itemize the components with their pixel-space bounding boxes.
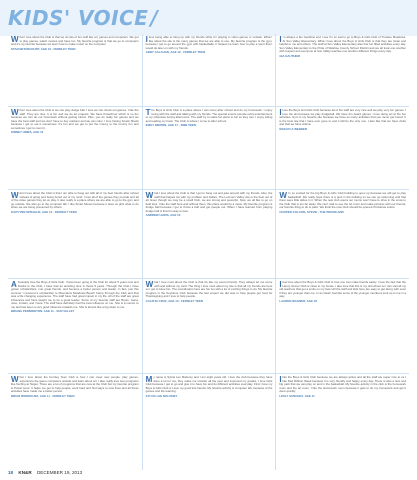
section-title-text: KIDS' VOICE <box>8 6 149 30</box>
letter-signature: SYLVIA LEE MALONEY <box>145 393 178 398</box>
drop-cap: M <box>145 375 153 384</box>
letter-text: don't love about the Club is that I am able to hang out with all of my best friends after school instead of going and being bored out of my mind. I love all of the games they provide and all of the video games they let us play. It also really is a place where we are able to go to the gym and go outside. We also go to the computer lab. I like Smart Moves because it does us girls what to do when we are being pressured by others. <box>11 191 139 209</box>
letter-signature: ANDREW LEWIS, AGE 10 <box>145 213 181 217</box>
letter-text: hat I love about the Club is that we do lots of fun stuff like art, games and computers. We get to play games, watch movies and have fun. My favorite program is that we go to computers and it's my favorite because we learn how to make music on the computer. <box>11 35 139 46</box>
letter-1-2 <box>142 34 276 106</box>
letter-text: bsolutely love the Boys & Girls Club. I have been going to the Club for about 5 years now and thanks to the Club, I have had an amazing time in those 5 years. Through the Club I have gotten scholarships, met great friends, and became a better person and leader. In fact, just this summer I received a scholarship to Mountains Meadows Beach Camp through the Club and that was a life changing experience. The staff have had great impact in my life. All of the staff are great influences and have taught me to be a great leader. Some of my favorite staff are Bryan, Ivana, Jose, Jordan, and Yusra. The staff have definitely had the best influence on me. She is a mentor to me and has been a very good influence towards me. She is almost like a big sister to me. <box>11 280 139 309</box>
drop-cap: W <box>145 280 154 289</box>
letter-body <box>11 192 139 210</box>
letters-row-2 <box>8 106 409 189</box>
letter-body <box>146 109 273 123</box>
letter-signature: COOPER COLLINS, STEVIE · THE WOODLAND <box>279 209 344 214</box>
letter-text: love the Boys and Girls Club because all of the staff are very nice and we play very fun games. I love the ski because we play dodgeball. We have fun board games. I love doing art at the fun activities. Gym is my favorite site because we have so many activities that you never get bored. It is the best site that I have ever gone to and it will be the only one. I also like that we have clubs and that we have drama. <box>279 108 406 126</box>
letter-text: feel love about the Boys & Girls Club is how you can make friends easily. I love the fact that the Henry Ginner Club is close to my house. I also love that this is my old school so I can visit all my old teachers that get a smile on my face! All the staff and kids here are easy to get along with even if they are younger than me. In an ideal I feel like some of the younger members look up to me in a way. <box>279 280 406 298</box>
letter-body <box>279 376 406 394</box>
letter-signature: ABBY CALAHAN, AGE 12 · FERNLEY TEEN <box>145 50 206 54</box>
letter-signature: KAITLYNN SPRAGUE, AGE 12 · FERNLEY TEEN <box>11 209 77 214</box>
letters-row-4 <box>8 278 409 373</box>
drop-cap: W <box>11 108 19 117</box>
letter-body <box>146 36 273 50</box>
letter-body <box>279 192 406 210</box>
letter-4-2 <box>142 279 276 373</box>
drop-cap: W <box>145 191 154 200</box>
letter-5-1 <box>8 374 142 470</box>
letter-body <box>279 36 406 54</box>
drop-cap: W <box>11 375 19 384</box>
section-title <box>8 6 158 30</box>
letter-body <box>279 109 406 127</box>
drop-cap: W <box>11 191 19 200</box>
page-footer <box>8 470 82 475</box>
letter-5-3 <box>275 374 409 470</box>
letter-signature: GIA GAUTHIER <box>279 53 301 58</box>
drop-cap: W <box>11 35 19 44</box>
letter-signature: BRIANA PENNINGTON, AGE 11 · SUN VALLEY <box>11 309 75 313</box>
letter-signature: BRIAN RODRIGUEZ, AGE 11 · FERNLEY TEEN <box>11 393 75 398</box>
letter-2-3 <box>275 107 409 189</box>
letter-signature: KINNEY HINES, AGE 13 <box>11 130 44 134</box>
letter-1-1 <box>8 34 142 106</box>
letter-text: hat I love about the Club is that I get to hang out and joke around with my friends. Also, the staff that helped me with my problem and bullies. The Lemmon Valley site is the best out of all. Even though we may be a small Club, we are strong and powerful. Now, we all like to go on field trips. I like the staff here and without them, this place would be a mess. My favorite program is dodge ball because I get to throw a ball and get people out. When I have learned from playing dodge ball is that it's okay to lose. <box>145 191 273 213</box>
letter-body <box>11 109 139 130</box>
letter-body <box>146 281 273 299</box>
letter-2-1 <box>8 107 142 189</box>
page-number: 18 <box>8 470 14 475</box>
letter-body <box>11 281 139 309</box>
letter-text: hat I love most about the Club is that it's like my second family. They always let me come with and without my card. The thing I love most about my site is that all my friends are here so I get to have fun. The coordinators here are fun too with a lot of exciting things to do. My favorite program is the Keystone Club because the last project we did was to help people get food for Thanksgiving and I love to help people. <box>145 280 273 298</box>
letter-text: y name is Sylvia Luo Maloney and I am eight years old. I love the club because they have done a lot for me, they make me smarter all the year and improved my grades. I love Girls Club because I get to go and give it to have fun and do different activities everyday. First I love my Boys & Girls Club is I love my good lots friends. My favorite activity is computer lab, because of the games and the learning. <box>145 375 273 393</box>
drop-cap: I <box>279 280 282 289</box>
letter-text: he Boys & Girls Club is a place where I can come after school and do my homework. I enjoy being with the staff and talking with my friends. The special events provide extra entertainment to my otherwise boring afternoons. The staff try to make fun plans to fun so they can. I enjoy sitting and reading my book. The Club is where I come to after school. <box>145 108 273 123</box>
letter-signature: STAN BETANCOURT, AGE 12 · FERNLEY TEEN <box>11 46 76 51</box>
drop-cap: I <box>279 35 282 44</box>
section-header <box>0 0 417 36</box>
letter-text: like the Boys & Girls Club because we are always active and all the staff are super nice to us I like Red Ribbon Week because it is very friendly and happy every day. There is also a nice and big park that we can play on and in the basketball. My favorite activity in the club is the homework room and the art room. I like the Homework room because it gets to do my homework and get it done quickly. <box>279 375 406 393</box>
letter-4-1 <box>8 279 142 373</box>
letter-body <box>11 36 139 47</box>
publication-name: KN&R <box>18 470 32 475</box>
letters-row-3 <box>8 189 409 278</box>
letters-row-5 <box>8 373 409 470</box>
drop-cap: A <box>11 280 17 289</box>
drop-cap: W <box>279 191 287 200</box>
letter-body <box>11 376 139 394</box>
letter-signature: LAUREN WAGNER, AGE 18 <box>279 298 317 303</box>
letter-body <box>146 376 273 394</box>
letter-3-3 <box>275 190 409 278</box>
letters-row-1 <box>8 34 409 106</box>
letter-signature: CALISTA CRUZ, AGE 13 · FERNLEY TEEN <box>145 298 203 303</box>
letter-signature: EMILY BROWN, AGE 17 · SWB TEEN <box>145 123 196 127</box>
letter-signature: MAKAYLA WEBBER <box>279 126 308 131</box>
letter-body <box>146 192 273 213</box>
section-title-slash: / <box>150 6 159 30</box>
letter-5-2 <box>142 374 276 470</box>
letter-signature: LESLY SANCHEZ, AGE 11 <box>279 393 315 398</box>
drop-cap: T <box>145 108 151 117</box>
drop-cap: I <box>279 375 282 384</box>
issue-date: DECEMBER 19, 2013 <box>36 470 83 475</box>
drop-cap: I <box>279 108 282 117</box>
letter-body <box>279 281 406 299</box>
letter-2-2 <box>142 107 276 189</box>
letters-grid <box>8 34 409 470</box>
letter-text: hat I love about the Fernley Teen Club is how I can meet new people, play games, experience the game computers outside and learn about art. I also really love teen programs like Nerfing at Target. There are a lot of programs that are new at the Club but my favorite program is Power Hour. It helps me get to help people, work hard and find ways to new lines and all these activities have made me a better person. <box>11 375 139 393</box>
letter-text: hat I love about the Club is we can play dodge ball. I love we can check out games. I like the staff. They are nice. It is fun and we do art projects. We have Powerhour which is so fun because we can do our homework without getting stress. Plus, you do really fun games and we have the best staff and we don't have to buy markers and we can color. I love having Snack Shack because I get to eat it sometimes. It's fun and we get to put the money to the tummy fun and sometimes I get to count it. <box>11 108 139 130</box>
letter-1-3 <box>275 34 409 106</box>
letter-4-3 <box>275 279 409 373</box>
letter-text: 'm always a fan Gecidine and I see I'm so sad to go to Boys & Girls Club of Truckee Meadows. At Sun Valley Elementary. What I love about the Boys & Girls Club is that they are clean and helpful to me and others. The staff at Sun Valley Elementary also has fun filled activities every day. Sun Valley Elementary is the Pride of Washoe County School District and we all treat one another with respect and everyone at Sun Valley teaches one another different things every day. <box>279 35 406 53</box>
letter-3-1 <box>8 190 142 278</box>
letter-3-2 <box>142 190 276 278</box>
letter-text: love being able to hang up with my friends while I'm playing in video games or outside. What I like about the site is the many games that we are able to use. My favorite program is the gym, because I get to go around the gym with basketballs. It helped me learn how to play a sport that I would do later on with my friends. <box>145 35 273 50</box>
letter-text: 'm so excited for the big Boys & Girls Club building to open up because we will get to play basketball. We really hope there is a pool in the building so we can go swimming and that there were little slides in it. When the new club opens our moms won't have to drive in the snow to the Club that is too far away. We can't wait to see the art room and make pictures with our friends, our favorite thing to do is paint. We think the new Club should be opened Christmas colors. <box>279 191 406 209</box>
drop-cap: I <box>145 35 148 44</box>
